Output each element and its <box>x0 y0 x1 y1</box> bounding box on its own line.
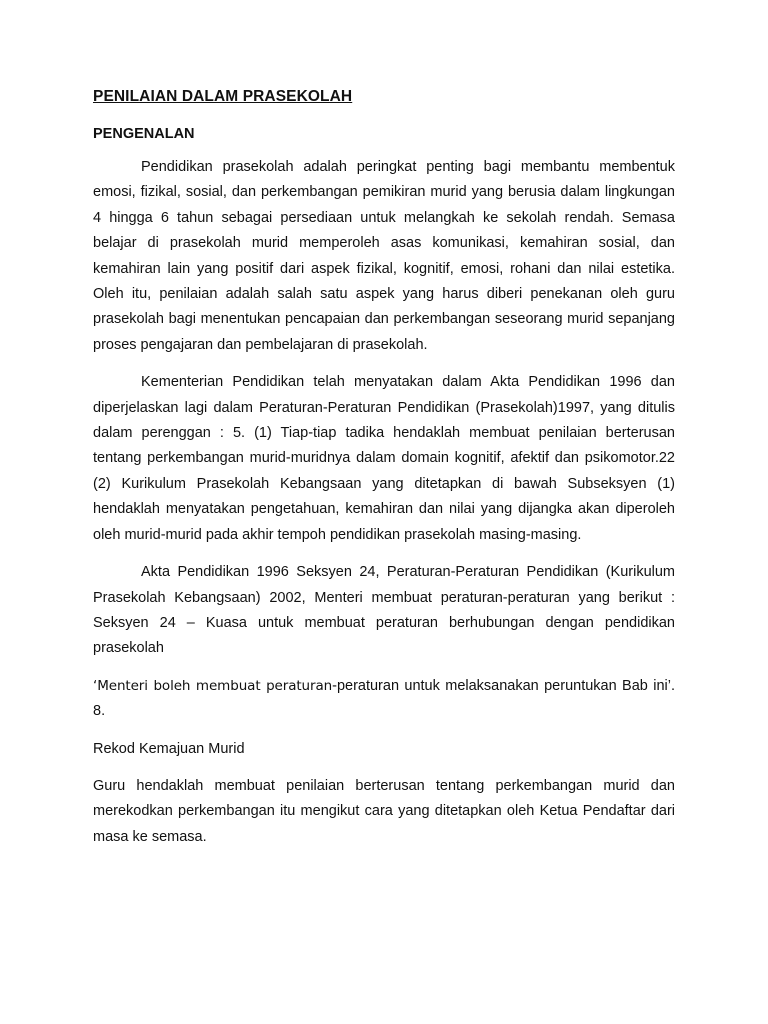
quote-rest-text: -peraturan untuk melaksanakan peruntukan Bab ini’. 8. <box>93 677 675 720</box>
rekod-heading: Rekod Kemajuan Murid <box>93 740 245 757</box>
paragraph-introduction: Pendidikan prasekolah adalah peringkat penting bagi membantu membentuk emosi, fizikal, sosial, dan perkembangan pemikiran murid yang berusia dalam lingkungan 4 hingga 6 tahun sebagai persediaan untuk melangkah ke sekolah rendah. Semasa belajar di prasekolah murid memperoleh asas komunikasi, kemahiran sosial, dan kemahiran lain yang positif dari aspek fizikal, kognitif, emosi, rohani dan nilai estetika. Oleh itu, penilaian adalah salah satu aspek yang harus diberi penekanan oleh guru prasekolah bagi menentukan pencapaian dan perkembangan seseorang murid sepanjang proses pengajaran dan pembelajaran di prasekolah. <box>93 159 675 353</box>
section-heading: PENGENALAN <box>93 126 195 142</box>
paragraph-section-24: Akta Pendidikan 1996 Seksyen 24, Peraturan-Peraturan Pendidikan (Kurikulum Prasekolah Kebangsaan) 2002, Menteri membuat peraturan-peraturan yang berikut : Seksyen 24 – Kuasa untuk membuat peraturan berhubungan dengan pendidikan prasekolah <box>93 564 675 657</box>
document-content <box>93 84 675 850</box>
paragraph-minister-quote <box>93 674 675 725</box>
quote-lead-text: ‘Menteri boleh membuat peraturan <box>93 677 333 694</box>
paragraph-education-act: Kementerian Pendidikan telah menyatakan dalam Akta Pendidikan 1996 dan diperjelaskan lagi dalam Peraturan-Peraturan Pendidikan (Prasekolah)1997, yang ditulis dalam perenggan : 5. (1) Tiap-tiap tadika hendaklah membuat penilaian berterusan tentang perkembangan murid-muridnya dalam domain kognitif, afektif dan psikomotor.22 (2) Kurikulum Prasekolah Kebangsaan yang ditetapkan di bawah Subseksyen (1) hendaklah menyatakan pengetahuan, kemahiran dan nilai yang dijangka akan diperoleh oleh murid-murid pada akhir tempoh pendidikan prasekolah masing-masing. <box>93 374 675 543</box>
document-title: PENILAIAN DALAM PRASEKOLAH <box>93 88 353 105</box>
paragraph-student-progress: Guru hendaklah membuat penilaian berterusan tentang perkembangan murid dan merekodkan perkembangan itu mengikut cara yang ditetapkan oleh Ketua Pendaftar dari masa ke semasa. <box>93 777 675 845</box>
